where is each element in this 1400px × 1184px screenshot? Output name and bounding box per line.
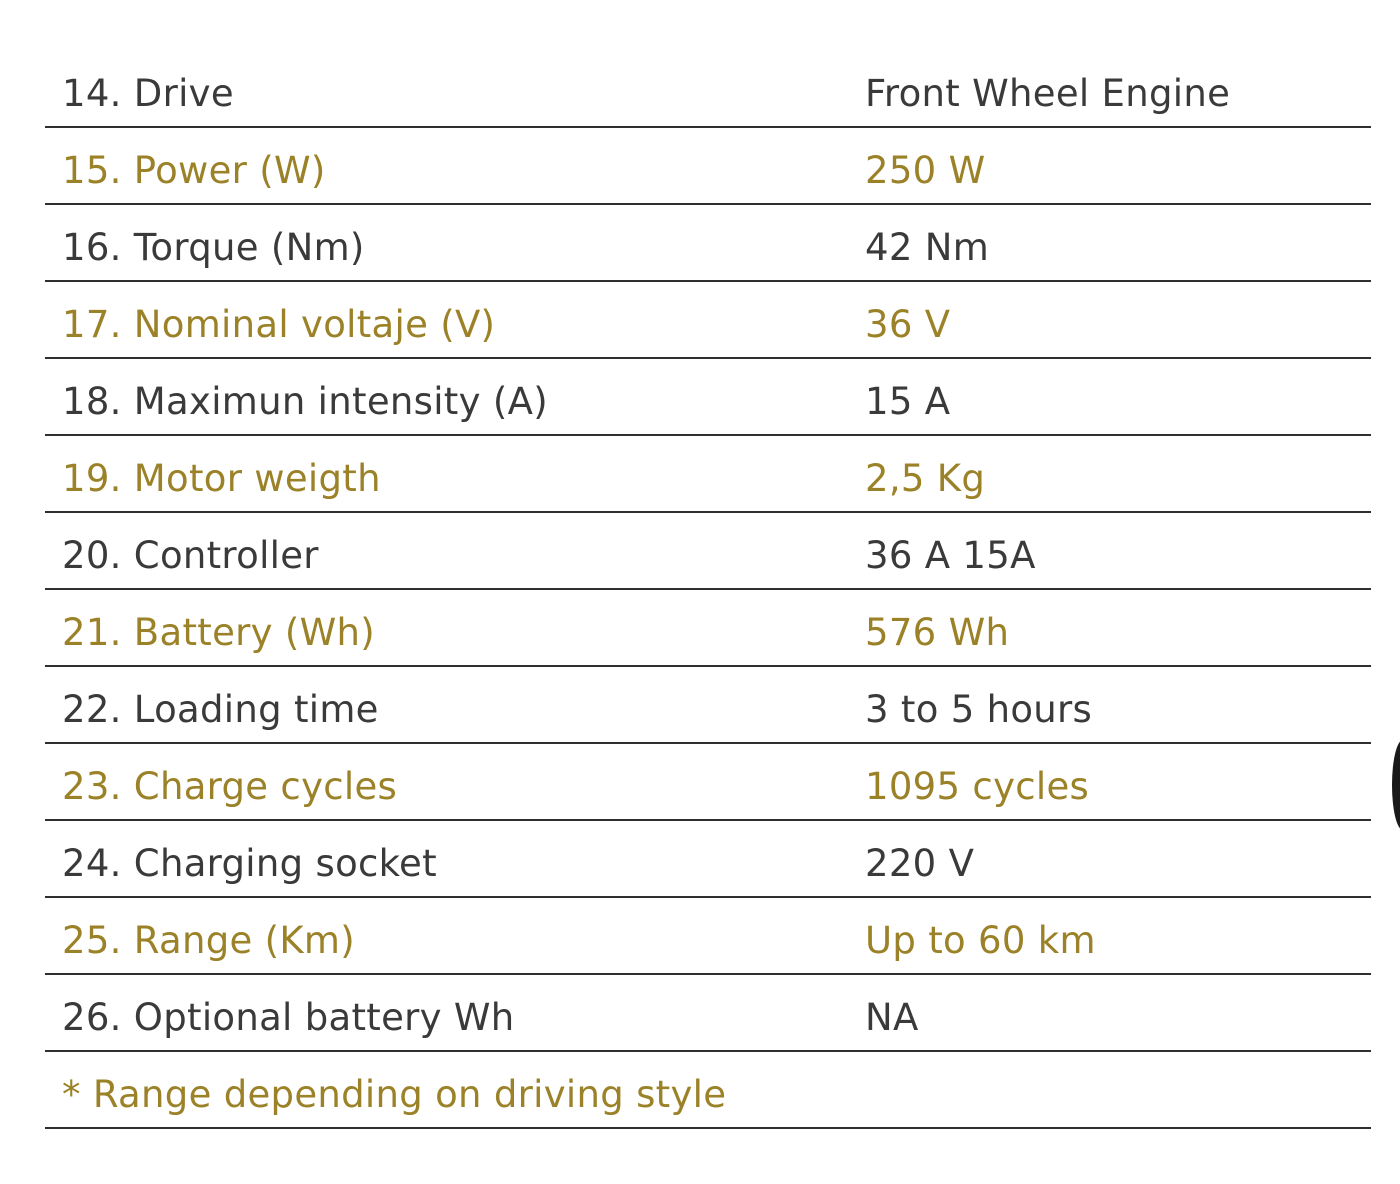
spec-value: Front Wheel Engine <box>865 72 1231 115</box>
spec-label: 25. Range (Km) <box>62 919 356 962</box>
spec-row-loading-time <box>45 667 1371 744</box>
spec-row-torque <box>45 205 1371 282</box>
spec-label: 26. Optional battery Wh <box>62 996 515 1039</box>
spec-label: 20. Controller <box>62 534 319 577</box>
spec-row-nominal-voltage <box>45 282 1371 359</box>
spec-row-drive <box>45 51 1371 128</box>
spec-label: 14. Drive <box>62 72 234 115</box>
spec-label: 23. Charge cycles <box>62 765 398 808</box>
spec-value: 3 to 5 hours <box>865 688 1093 731</box>
spec-value: 15 A <box>865 380 951 423</box>
spec-value: 36 V <box>865 303 951 346</box>
spec-label: 16. Torque (Nm) <box>62 226 365 269</box>
spec-row-charge-cycles <box>45 744 1371 821</box>
spec-label: 15. Power (W) <box>62 149 326 192</box>
spec-value: 2,5 Kg <box>865 457 986 500</box>
spec-value: 250 W <box>865 149 986 192</box>
spec-label: 17. Nominal voltaje (V) <box>62 303 496 346</box>
spec-row-range <box>45 898 1371 975</box>
spec-value: 42 Nm <box>865 226 990 269</box>
spec-row-max-intensity <box>45 359 1371 436</box>
spec-row-controller <box>45 513 1371 590</box>
spec-label: 19. Motor weigth <box>62 457 381 500</box>
spec-label: 21. Battery (Wh) <box>62 611 376 654</box>
spec-row-charging-socket <box>45 821 1371 898</box>
spec-value: 220 V <box>865 842 975 885</box>
spec-value: 576 Wh <box>865 611 1010 654</box>
spec-value: 1095 cycles <box>865 765 1090 808</box>
spec-label: 22. Loading time <box>62 688 379 731</box>
footnote-row <box>45 1052 1371 1129</box>
spec-row-optional-battery <box>45 975 1371 1052</box>
footnote-text: * Range depending on driving style <box>62 1073 727 1116</box>
spec-label: 24. Charging socket <box>62 842 437 885</box>
spec-value: Up to 60 km <box>865 919 1096 962</box>
spec-row-battery <box>45 590 1371 667</box>
spec-value: NA <box>865 996 919 1039</box>
spec-table <box>45 51 1371 1129</box>
edge-shadow-decoration <box>1392 740 1400 830</box>
spec-value: 36 A 15A <box>865 534 1036 577</box>
spec-row-motor-weight <box>45 436 1371 513</box>
spec-label: 18. Maximun intensity (A) <box>62 380 548 423</box>
spec-row-power <box>45 128 1371 205</box>
